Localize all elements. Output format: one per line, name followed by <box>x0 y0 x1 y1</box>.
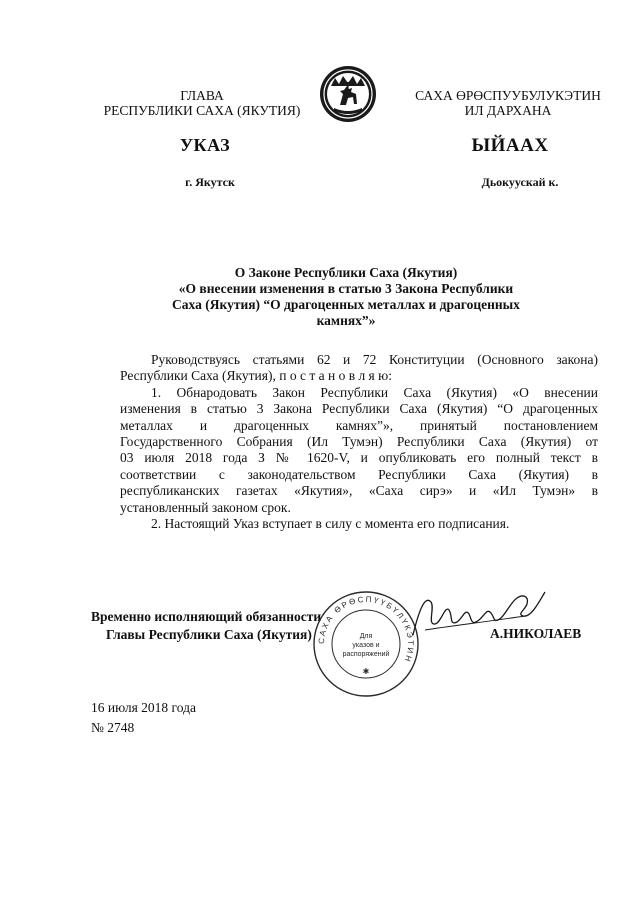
body-line: республиканских газетах «Якутия», «Саха сирэ» и «Ил Тумэн» в <box>120 483 598 499</box>
title-line1: О Законе Республики Саха (Якутия) <box>234 265 458 280</box>
title-line4: камнях”» <box>316 313 376 328</box>
decree-date: 16 июля 2018 года <box>91 700 196 715</box>
body-line: установленный законом срок. <box>120 499 291 515</box>
stamp-center-line1: Для <box>359 633 373 640</box>
position-line2: Главы Республики Саха (Якутия) <box>106 627 312 642</box>
body-line: 03 июля 2018 года З № 1620-V, и опубликовать его полный текст в <box>120 450 598 466</box>
coat-of-arms-emblem-icon <box>318 64 378 124</box>
header-left <box>84 88 320 118</box>
title-line3: Саха (Якутия) “О драгоценных металлах и драгоценных <box>172 297 520 312</box>
body-line: 2. Настоящий Указ вступает в силу с момента его подписания. <box>151 516 510 532</box>
header-right-line2: ИЛ ДАРХАНА <box>464 103 552 118</box>
decree-title-ru: УКАЗ <box>179 135 231 155</box>
header-right-line1: САХА ӨРӨСПУУБУЛУКЭТИН <box>415 88 601 103</box>
svg-text:✱: ✱ <box>362 667 370 676</box>
body-line: Государственного Собрания (Ил Тумэн) Республики Саха (Якутия) от <box>120 434 598 450</box>
document-body <box>120 352 598 532</box>
body-line: соответствии с законодательством Республики Саха (Якутия) в <box>120 466 598 482</box>
body-line: металлах и драгоценных камнях”», принятый постановлением <box>120 417 598 433</box>
body-line: Руководствуясь статьями 62 и 72 Конституции (Основного закона) <box>151 352 598 367</box>
city-sakha: Дьокуускай к. <box>481 175 559 189</box>
stamp-center-line2: указов и <box>352 642 380 649</box>
body-line: 1. Обнародовать Закон Республики Саха (Якутия) «О внесении <box>151 384 598 400</box>
city-ru: г. Якутск <box>185 175 235 189</box>
stamp-ring-text: САХА ӨРӨСПҮҮБҮЛҮКЭТИН <box>316 594 416 665</box>
position-line1: Временно исполняющий обязанности <box>91 609 322 624</box>
header-left-line2: РЕСПУБЛИКИ САХА (ЯКУТИЯ) <box>103 103 301 118</box>
header-left-line1: ГЛАВА <box>180 88 224 103</box>
decree-title-sakha: ЫЙААХ <box>471 135 549 156</box>
header-right <box>395 88 621 118</box>
signatory-position <box>91 608 321 644</box>
document-title <box>150 265 542 329</box>
title-line2: «О внесении изменения в статью 3 Закона Республики <box>178 281 514 296</box>
stamp-center-line3: распоряжений <box>342 651 390 658</box>
decree-number: № 2748 <box>91 720 135 735</box>
body-line: Республики Саха (Якутия), п о с т а н о в л я ю: <box>120 368 392 384</box>
body-line: изменения в статью 3 Закона Республики Саха (Якутия) “О драгоценных <box>120 401 598 417</box>
signatory-name: А.НИКОЛАЕВ <box>490 626 582 641</box>
